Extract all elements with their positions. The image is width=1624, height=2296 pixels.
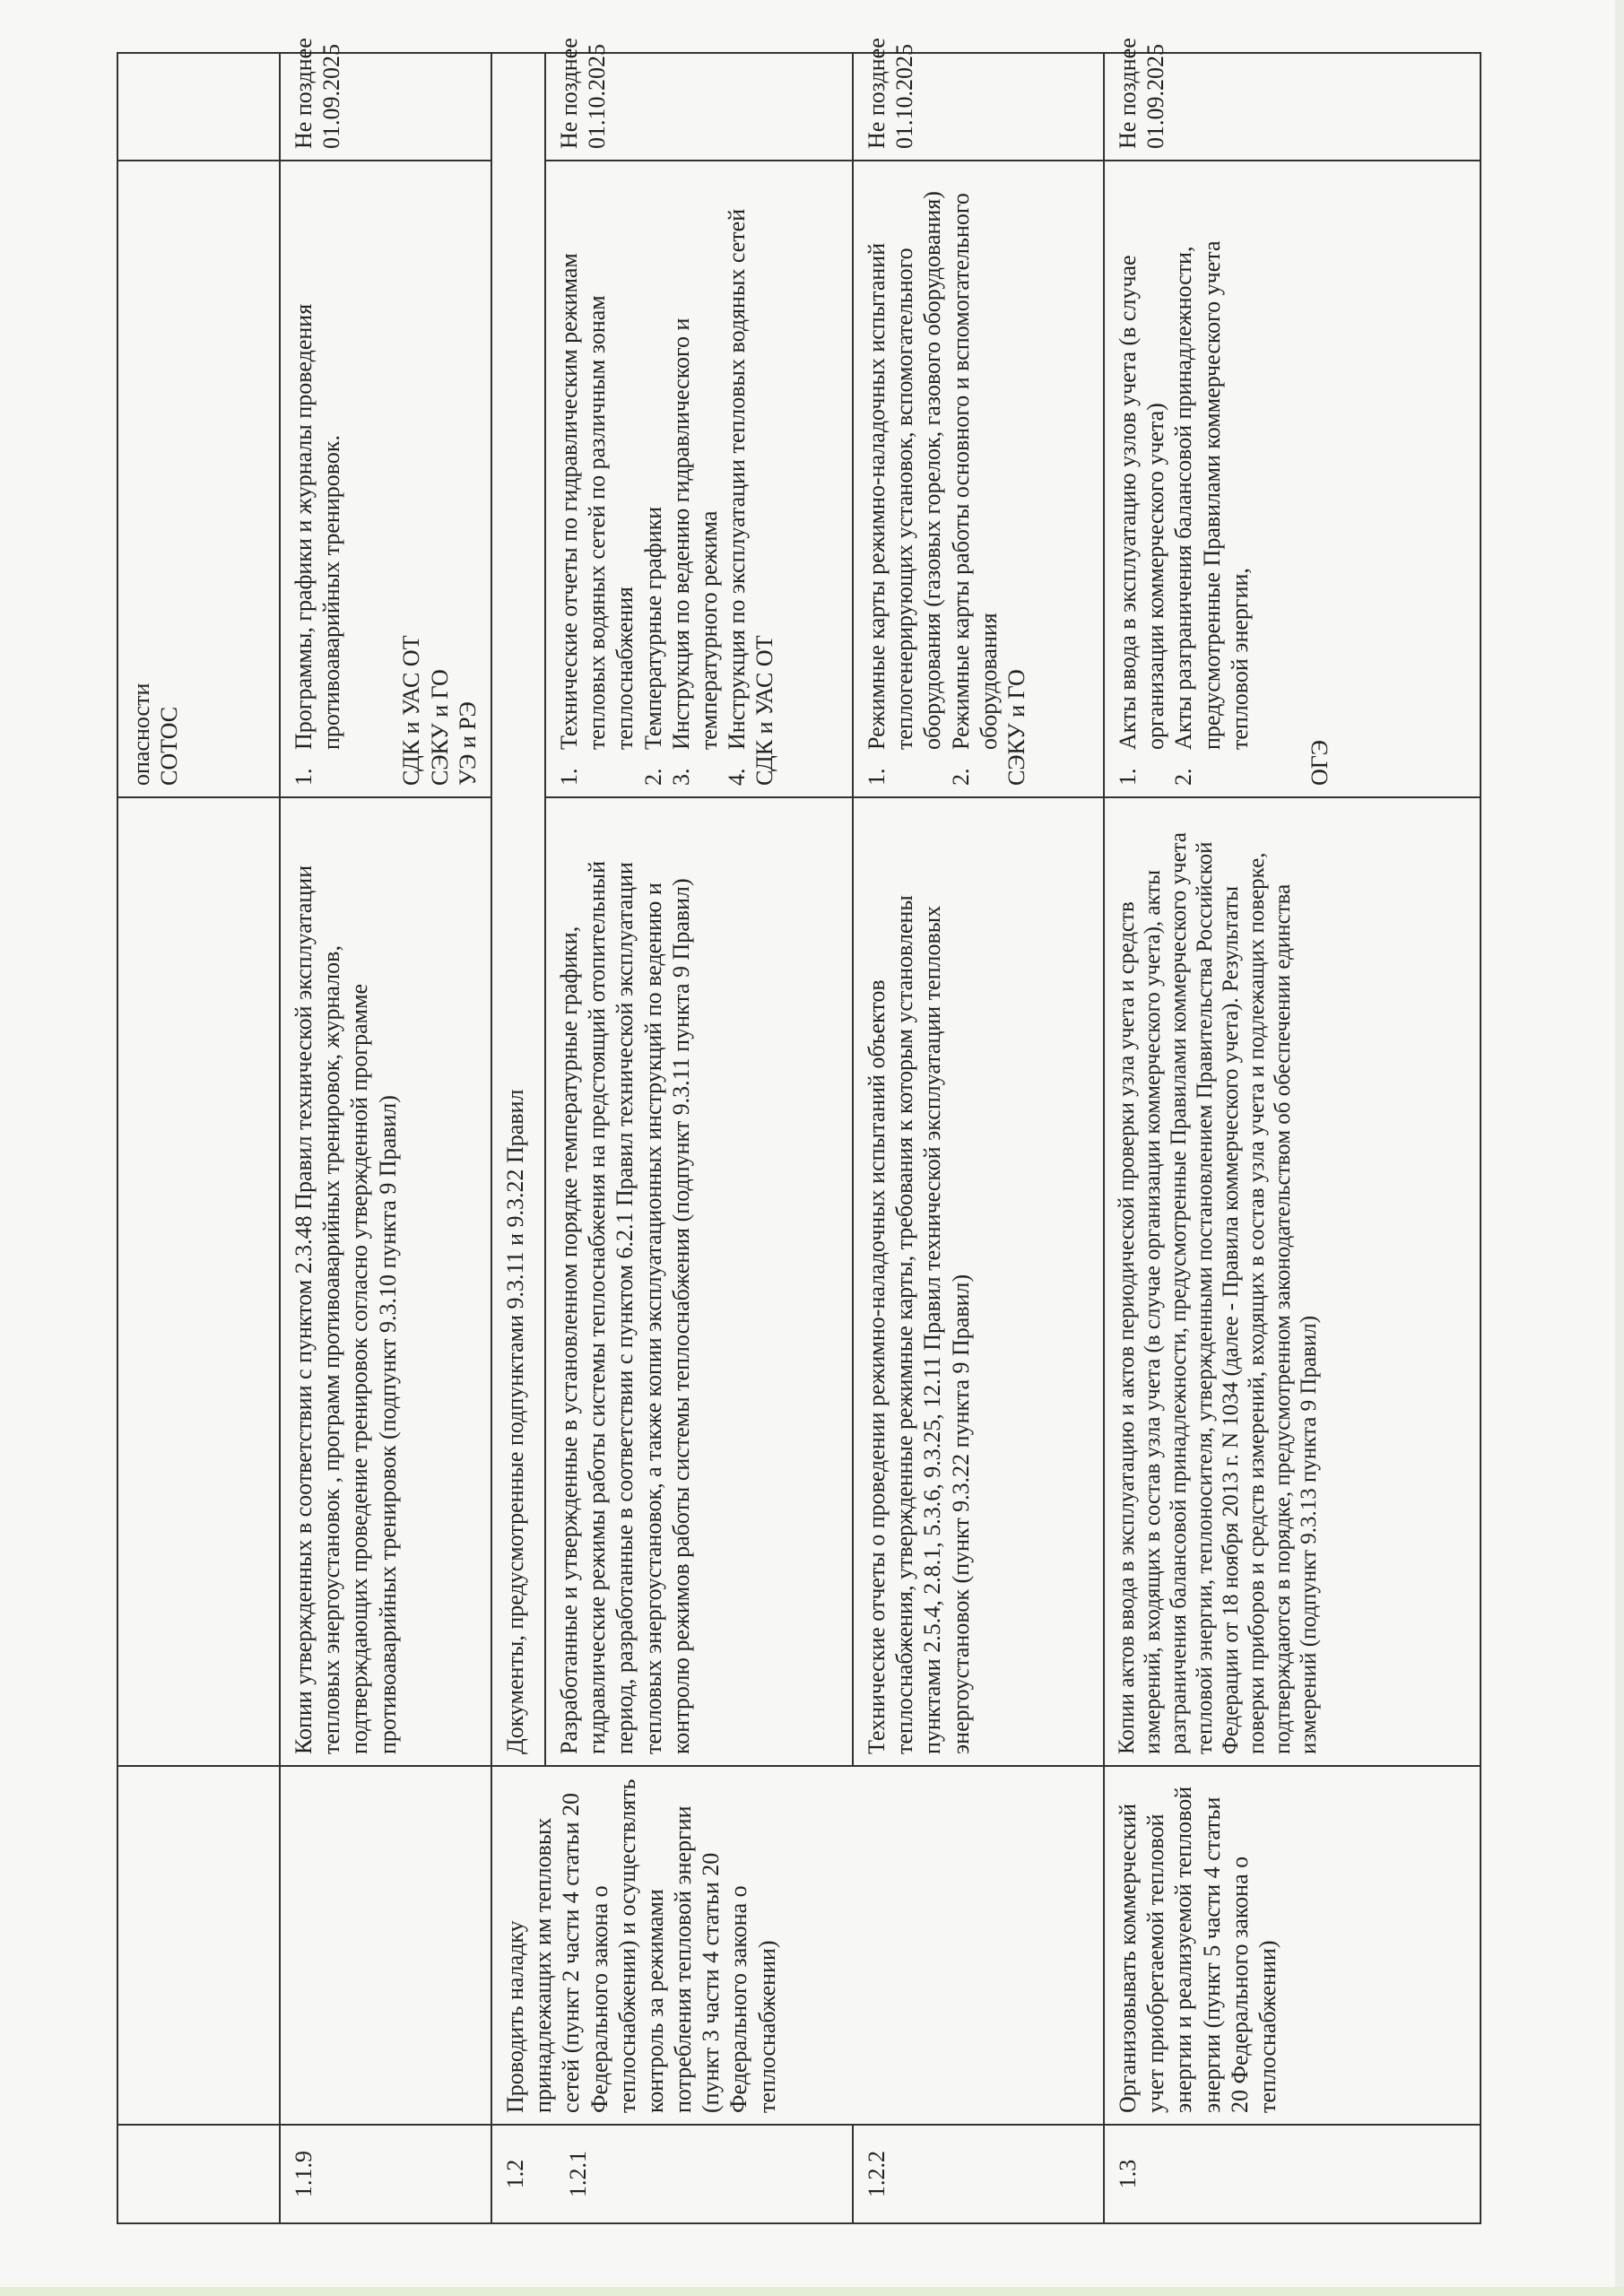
responsible-org: СДК и УАС ОТ [751, 635, 778, 786]
deadline: Не позднее 01.09.2025 [280, 53, 491, 161]
responsible-org: УЭ и РЭ [454, 701, 481, 786]
table-row-1-3 [1104, 53, 1481, 2223]
cell-num [117, 2125, 280, 2223]
cell-documents: Технические отчеты о проведении режимно-наладочных испытаний объектов теплоснабжения, утвержденные режимные карты, требования к которым установлены пунктами 2.5.4, 2.8.1, 5.3.6, 9.3.25, 12.11 Правил технической эксплуатации тепловых энергоустановок (пункт 9.3.22 пункта 9 Правил) [853, 797, 1104, 1766]
cell-documents: Копии актов ввода в эксплуатацию и актов периодической проверки узла учета и средств измерений, входящих в состав узла учета (в случае организации коммерческого учета), акты разграничения балансовой принадлежности, предусмотренные Правилами коммерческого учета тепловой энергии, теплоносителя, утвержденными постановлением Правительства Российской Федерации от 18 ноября 2013 г. N 1034 (далее - Правила коммерческого учета). Результаты поверки приборов и средств измерений, входящих в состав узла учета и подлежащих поверке, подтверждаются в порядке, предусмотренном законодательством об обеспечении единства измерений (подпункт 9.3.13 пункта 9 Правил) [1104, 797, 1481, 1766]
responsible-org: СЭКУ и ГО [426, 669, 453, 786]
cell-internal-docs [545, 161, 853, 797]
document-list [290, 172, 345, 786]
row-number: 1.2 1.2.1 [491, 2125, 853, 2223]
row-number: 1.1.9 [280, 2125, 491, 2223]
list-item: 1. Режимные карты режимно-наладочных испытаний теплогенерирующих установок, вспомогательного оборудования (газовых горелок, газового оборудования) [863, 191, 946, 786]
responsible-org: ОГЭ [1306, 740, 1333, 786]
requirements-table [117, 38, 1481, 2224]
cell-requirement [117, 1766, 280, 2125]
cell-internal-docs [280, 161, 491, 797]
list-item: 2. Режимные карты работы основного и вспомогательного оборудования [947, 193, 1002, 786]
table-row-1-1-9 [280, 53, 491, 2223]
cell-documents [117, 797, 280, 1766]
cell-deadline [117, 53, 280, 161]
list-item: 1. Акты ввода в эксплуатацию узлов учета (в случае организации коммерческого учета) [1114, 255, 1169, 786]
list-item: 4. Инструкция по эксплуатации тепловых водяных сетей [724, 208, 751, 786]
deadline: Не позднее 01.10.2025 [545, 53, 853, 161]
row-number: 1.3 [1104, 2125, 1481, 2223]
document-list [555, 172, 751, 786]
list-item: 1. Технические отчеты по гидравлическим режимам тепловых водяных сетей по различным зонам теплоснабжения [555, 253, 638, 786]
list-item: 2. Температурные графики [639, 506, 666, 786]
cell-internal-docs [1104, 161, 1481, 797]
cell-internal-docs: опасности СОТОС [117, 161, 280, 797]
responsible-org: СДК и УАС ОТ [398, 635, 425, 786]
scan-edge-bottom [0, 2287, 1624, 2296]
cell-section-documents: Документы, предусмотренные подпунктами 9.3.11 и 9.3.22 Правил [491, 53, 545, 1766]
document-list [1114, 172, 1254, 786]
row-number: 1.2.2 [853, 2125, 1104, 2223]
table-row-continuation [117, 53, 280, 2223]
rotated-table-container [117, 38, 1472, 2224]
cell-requirement: Организовывать коммерческий учет приобретаемой тепловой энергии и реализуемой тепловой энергии (пункт 5 части 4 статьи 20 Федерального закона о теплоснабжении) [1104, 1766, 1481, 2125]
cell-requirement: Проводить наладку принадлежащих им тепловых сетей (пункт 2 части 4 статьи 20 Федерального закона о теплоснабжении) и осуществлять контроль за режимами потребления тепловой энергии (пункт 3 части 4 статьи 20 Федерального закона о теплоснабжении) [491, 1766, 1104, 2125]
scan-edge-right [1615, 0, 1624, 2296]
cell-requirement [280, 1766, 491, 2125]
list-item: 1. Программы, графики и журналы проведения противоаварийных тренировок. [291, 303, 345, 786]
responsible-org: СЭКУ и ГО [1003, 669, 1029, 786]
deadline: Не позднее 01.10.2025 [853, 53, 1104, 161]
list-item: 3. Инструкция по ведению гидравлического и температурного режима [667, 317, 722, 786]
deadline: Не позднее 01.09.2025 [1104, 53, 1481, 161]
table-row-1-2 [491, 53, 545, 2223]
cell-documents: Разработанные и утвержденные в установленном порядке температурные графики, гидравлические режимы работы системы теплоснабжения на предстоящий отопительный период, разработанные в соответствии с пунктом 6.2.1 Правил технической эксплуатации тепловых энергоустановок, а также копии эксплуатационных инструкций по ведению и контролю режимов работы системы теплоснабжения (подпункт 9.3.11 пункта 9 Правил) [545, 797, 853, 1766]
list-item: 2. Акты разграничения балансовой принадлежности, предусмотренные Правилами коммерческого учета тепловой энергии, [1170, 240, 1253, 786]
document-list [863, 172, 1003, 786]
cell-documents: Копии утвержденных в соответствии с пунктом 2.3.48 Правил технической эксплуатации тепловых энергоустановок , программ противоаварийных тренировок, журналов, подтверждающих проведение тренировок согласно утвержденной программе противоаварийных тренировок (подпункт 9.3.10 пункта 9 Правил) [280, 797, 491, 1766]
cell-internal-docs [853, 161, 1104, 797]
